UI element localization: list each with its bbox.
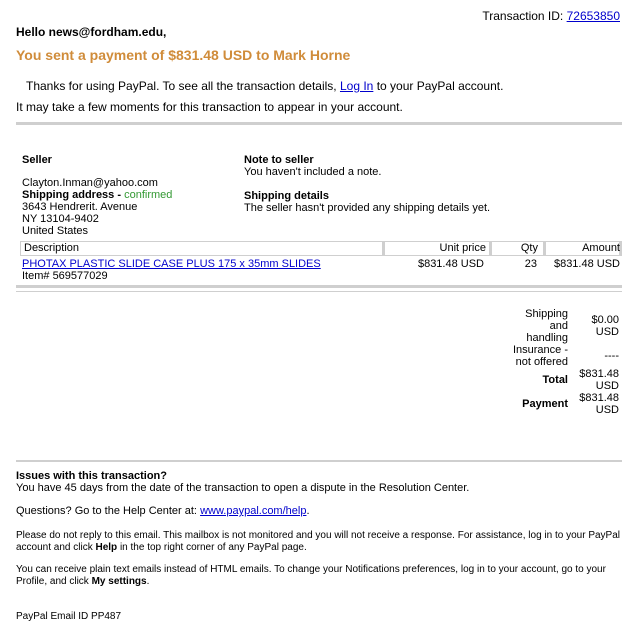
shipping-label-3: handling [526,332,568,344]
questions-line [16,505,310,517]
item-amount: $831.48 USD [553,258,620,270]
shipping-label [490,308,568,344]
divider-table-thin [16,291,622,292]
shipping-details-heading: Shipping details [244,190,329,202]
col-description: Description [24,242,80,254]
insurance-value: ---- [604,350,619,362]
divider-bottom [16,460,622,462]
divider-table [16,285,622,288]
divider-top [16,122,622,125]
col-unit-price: Unit price [439,242,486,254]
my-settings-text: My settings [91,576,147,587]
plain-text-2-post: . [146,576,150,587]
noreply-text-2-pre: account and click [16,542,93,553]
shipping-label-1: Shipping [525,308,568,320]
transaction-id-label: Transaction ID: [482,9,564,23]
address-confirmed-status: confirmed [124,189,173,201]
transaction-id-link[interactable]: 72653850 [566,9,620,23]
login-link[interactable]: Log In [339,79,374,93]
greeting: Hello news@fordham.edu, [16,25,167,39]
note-text: You haven't included a note. [244,166,382,178]
item-number: Item# 569577029 [22,270,108,282]
total-value [570,368,619,392]
delay-note: It may take a few moments for this transaction to appear in your account. [16,100,403,114]
address-line-2: NY 13104-9402 [22,213,99,225]
plain-line-1: You can receive plain text emails instead of HTML emails. To change your Notifications preferences, log in to your account, go to your [16,564,606,575]
shipping-details-text: The seller hasn't provided any shipping details yet. [244,202,491,214]
transaction-id-line [482,9,620,23]
help-center-link[interactable]: www.paypal.com/help [200,505,307,517]
questions-text-post: . [306,505,310,517]
plain-line-2 [16,576,626,588]
noreply-line-2 [16,542,626,554]
table-col-divider-1 [382,242,385,255]
plain-text-2-pre: Profile, and click [16,576,89,587]
thanks-line [26,79,503,93]
address-line-1: 3643 Hendrerit. Avenue [22,201,138,213]
total-value-1: $831.48 [579,368,619,380]
shipping-value [570,314,619,338]
shipping-address-label: Shipping address - [22,189,122,201]
shipping-value-2: USD [595,326,619,338]
seller-heading: Seller [22,154,52,166]
payment-value [570,392,619,416]
col-qty: Qty [520,242,538,254]
address-line-3: United States [22,225,89,237]
payment-value-2: USD [595,404,619,416]
questions-text-pre: Questions? Go to the Help Center at: [16,505,197,517]
col-amount: Amount [582,242,620,254]
item-description-link[interactable]: PHOTAX PLASTIC SLIDE CASE PLUS 175 x 35mm SLIDES [22,258,321,270]
payment-headline: You sent a payment of $831.48 USD to Mark Horne [16,47,351,63]
payment-value-1: $831.48 [579,392,619,404]
noreply-line-1: Please do not reply to this email. This mailbox is not monitored and you will not receive a response. For assistance, log in to your PayPal [16,530,621,541]
total-label: Total [542,374,568,386]
plain-text-notice [16,564,626,588]
item-qty: 23 [524,258,537,270]
shipping-label-2: and [549,320,568,332]
thanks-text-post: to your PayPal account. [376,79,504,93]
thanks-text-pre: Thanks for using PayPal. To see all the transaction details, [26,79,337,93]
noreply-notice [16,530,626,554]
payment-label: Payment [522,398,568,410]
issues-text: You have 45 days from the date of the transaction to open a dispute in the Resolution Center. [16,482,470,494]
seller-email: Clayton.Inman@yahoo.com [22,177,158,189]
total-value-2: USD [595,380,619,392]
noreply-help-text: Help [95,542,118,553]
noreply-text-2-post: in the top right corner of any PayPal page. [119,542,307,553]
paypal-email-id: PayPal Email ID PP487 [16,611,122,622]
issues-heading: Issues with this transaction? [16,470,167,482]
shipping-value-1: $0.00 [591,314,619,326]
insurance-label [490,344,568,368]
item-unit-price: $831.48 USD [417,258,484,270]
insurance-label-1: Insurance - [512,344,568,356]
insurance-label-2: not offered [515,356,568,368]
note-heading: Note to seller [244,154,314,166]
shipping-address-line [22,189,172,201]
